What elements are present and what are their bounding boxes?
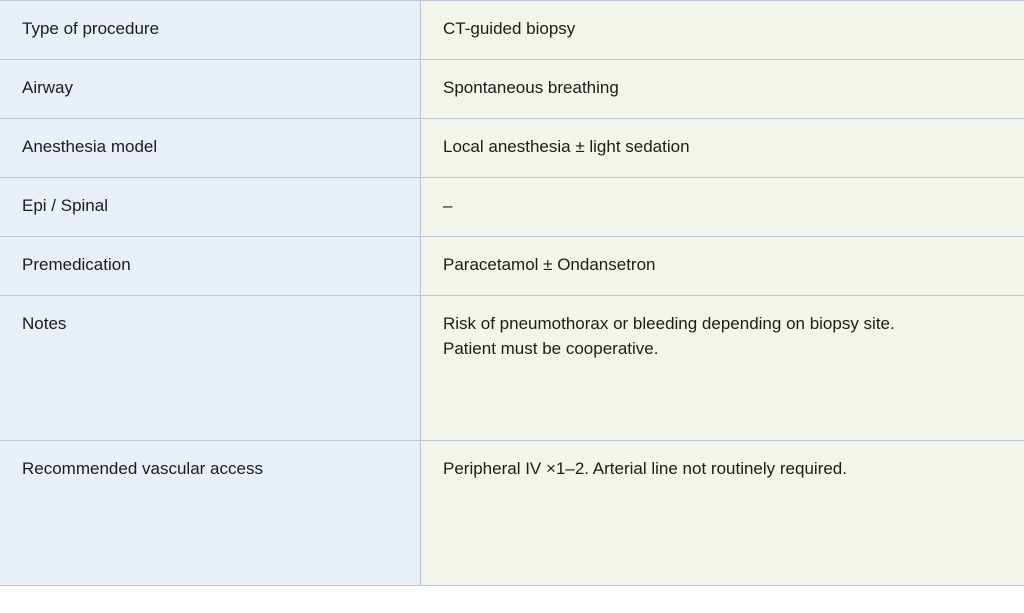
- row-value-anesthesia-model: [421, 119, 1024, 178]
- table-row: [0, 119, 1024, 178]
- row-value-recommended-vascular-access: [421, 441, 1024, 586]
- value-line-primary: Local anesthesia ± light sedation: [443, 137, 690, 156]
- value-line-primary: Peripheral IV ×1–2. Arterial line not routinely required.: [443, 459, 847, 478]
- value-line-primary: Risk of pneumothorax or bleeding depending on biopsy site.: [443, 314, 895, 333]
- table-row: [0, 1, 1024, 60]
- value-line-primary: Spontaneous breathing: [443, 78, 619, 97]
- row-label-recommended-vascular-access: Recommended vascular access: [0, 441, 421, 586]
- row-value-notes: [421, 296, 1024, 441]
- table-row: [0, 441, 1024, 586]
- value-line-secondary: Patient must be cooperative.: [443, 338, 659, 358]
- row-value-epi-spinal: [421, 178, 1024, 237]
- table-body: [0, 1, 1024, 586]
- table-row: [0, 296, 1024, 441]
- table-row: [0, 237, 1024, 296]
- row-label-airway: Airway: [0, 60, 421, 119]
- value-line-primary: CT-guided biopsy: [443, 19, 576, 38]
- row-label-type-of-procedure: Type of procedure: [0, 1, 421, 60]
- table-row: [0, 178, 1024, 237]
- value-line-primary: –: [443, 196, 453, 215]
- row-value-airway: [421, 60, 1024, 119]
- row-label-epi-spinal: Epi / Spinal: [0, 178, 421, 237]
- table-row: [0, 60, 1024, 119]
- row-label-premedication: Premedication: [0, 237, 421, 296]
- row-value-premedication: [421, 237, 1024, 296]
- row-label-anesthesia-model: Anesthesia model: [0, 119, 421, 178]
- row-label-notes: Notes: [0, 296, 421, 441]
- row-value-type-of-procedure: [421, 1, 1024, 60]
- value-line-primary: Paracetamol ± Ondansetron: [443, 255, 656, 274]
